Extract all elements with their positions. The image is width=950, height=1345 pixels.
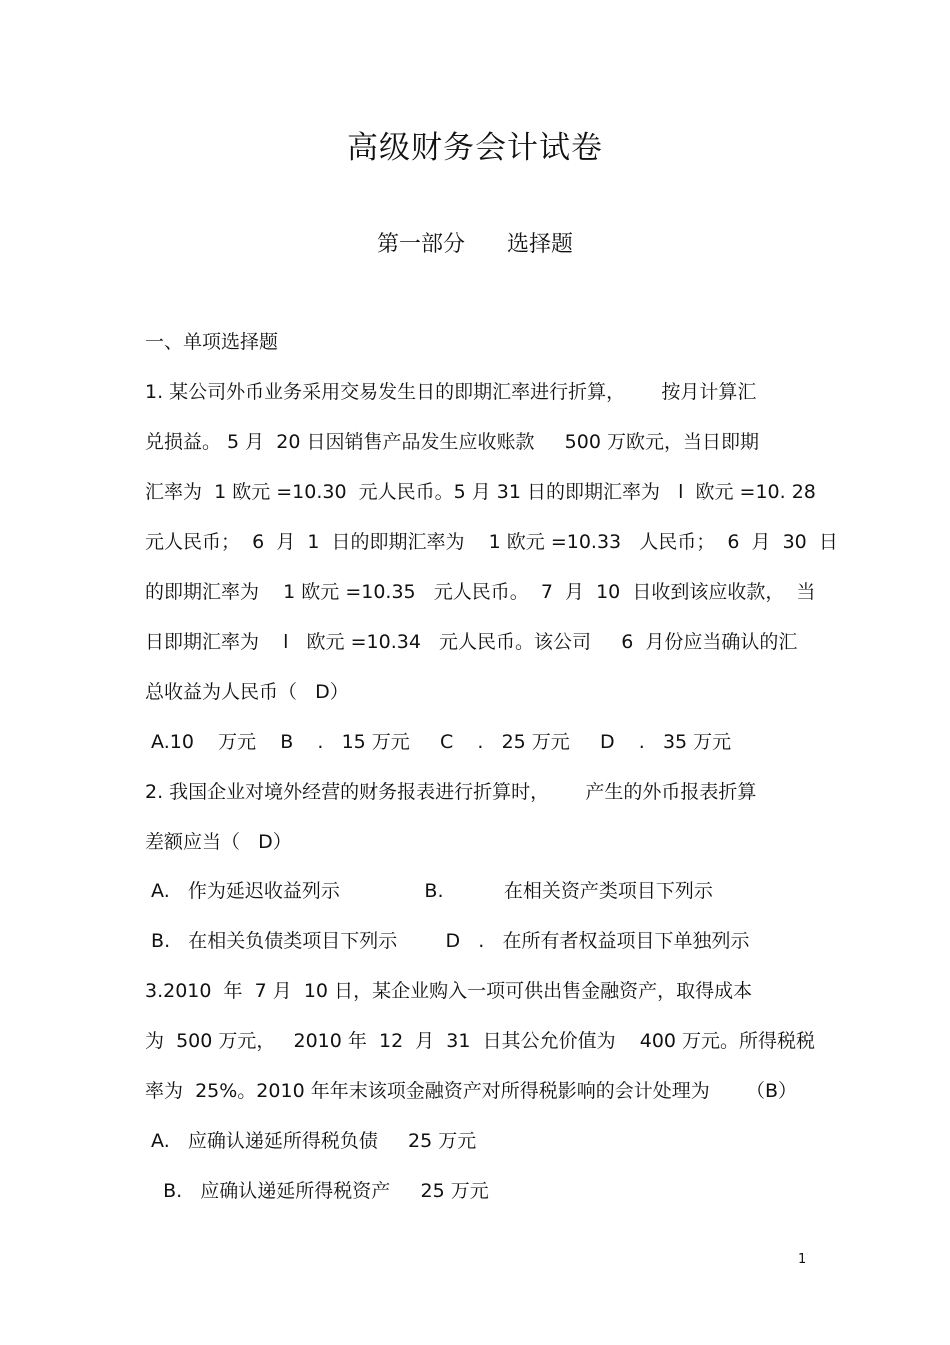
text-line: 差额应当（ D） [145, 831, 292, 853]
text-line: 1. 某公司外币业务采用交易发生日的即期汇率进行折算， 按月计算汇 [145, 381, 757, 403]
text-line: 3.2010 年 7 月 10 日，某企业购入一项可供出售金融资产，取得成本 [145, 980, 753, 1002]
answer-option: A. 应确认递延所得税负债 25 万元 [145, 1130, 477, 1152]
section-heading: 一、单项选择题 [145, 331, 279, 353]
text-line: 的即期汇率为 1 欧元 =10.35 元人民币。 7 月 10 日收到该应收款， 当 [145, 581, 816, 603]
answer-options: B. 在相关负债类项目下列示 D . 在所有者权益项目下单独列示 [145, 930, 750, 952]
text-line: 率为 25%。2010 年年末该项金融资产对所得税影响的会计处理为 （B） [145, 1080, 797, 1102]
part-heading: 第一部分 选择题 [377, 232, 573, 257]
text-line: 日即期汇率为 l 欧元 =10.34 元人民币。该公司 6 月份应当确认的汇 [145, 631, 798, 653]
text-line: 汇率为 1 欧元 =10.30 元人民币。5 月 31 日的即期汇率为 l 欧元 =10. 28 [145, 481, 816, 503]
answer-options: A.10 万元 B . 15 万元 C . 25 万元 D . 35 万元 [145, 731, 732, 753]
text-line: 为 500 万元， 2010 年 12 月 31 日其公允价值为 400 万元。所得税税 [145, 1030, 816, 1052]
answer-options: A. 作为延迟收益列示 B. 在相关资产类项目下列示 [145, 880, 713, 902]
answer-option: B. 应确认递延所得税资产 25 万元 [145, 1180, 489, 1202]
text-line: 2. 我国企业对境外经营的财务报表进行折算时， 产生的外币报表折算 [145, 781, 757, 803]
text-line: 元人民币； 6 月 1 日的即期汇率为 1 欧元 =10.33 人民币； 6 月 30 日 [145, 531, 838, 553]
text-line: 兑损益。 5 月 20 日因销售产品发生应收账款 500 万欧元，当日即期 [145, 431, 759, 453]
page-title: 高级财务会计试卷 [347, 130, 603, 166]
page-number: 1 [798, 1252, 807, 1267]
text-line: 总收益为人民币（ D） [145, 681, 349, 703]
